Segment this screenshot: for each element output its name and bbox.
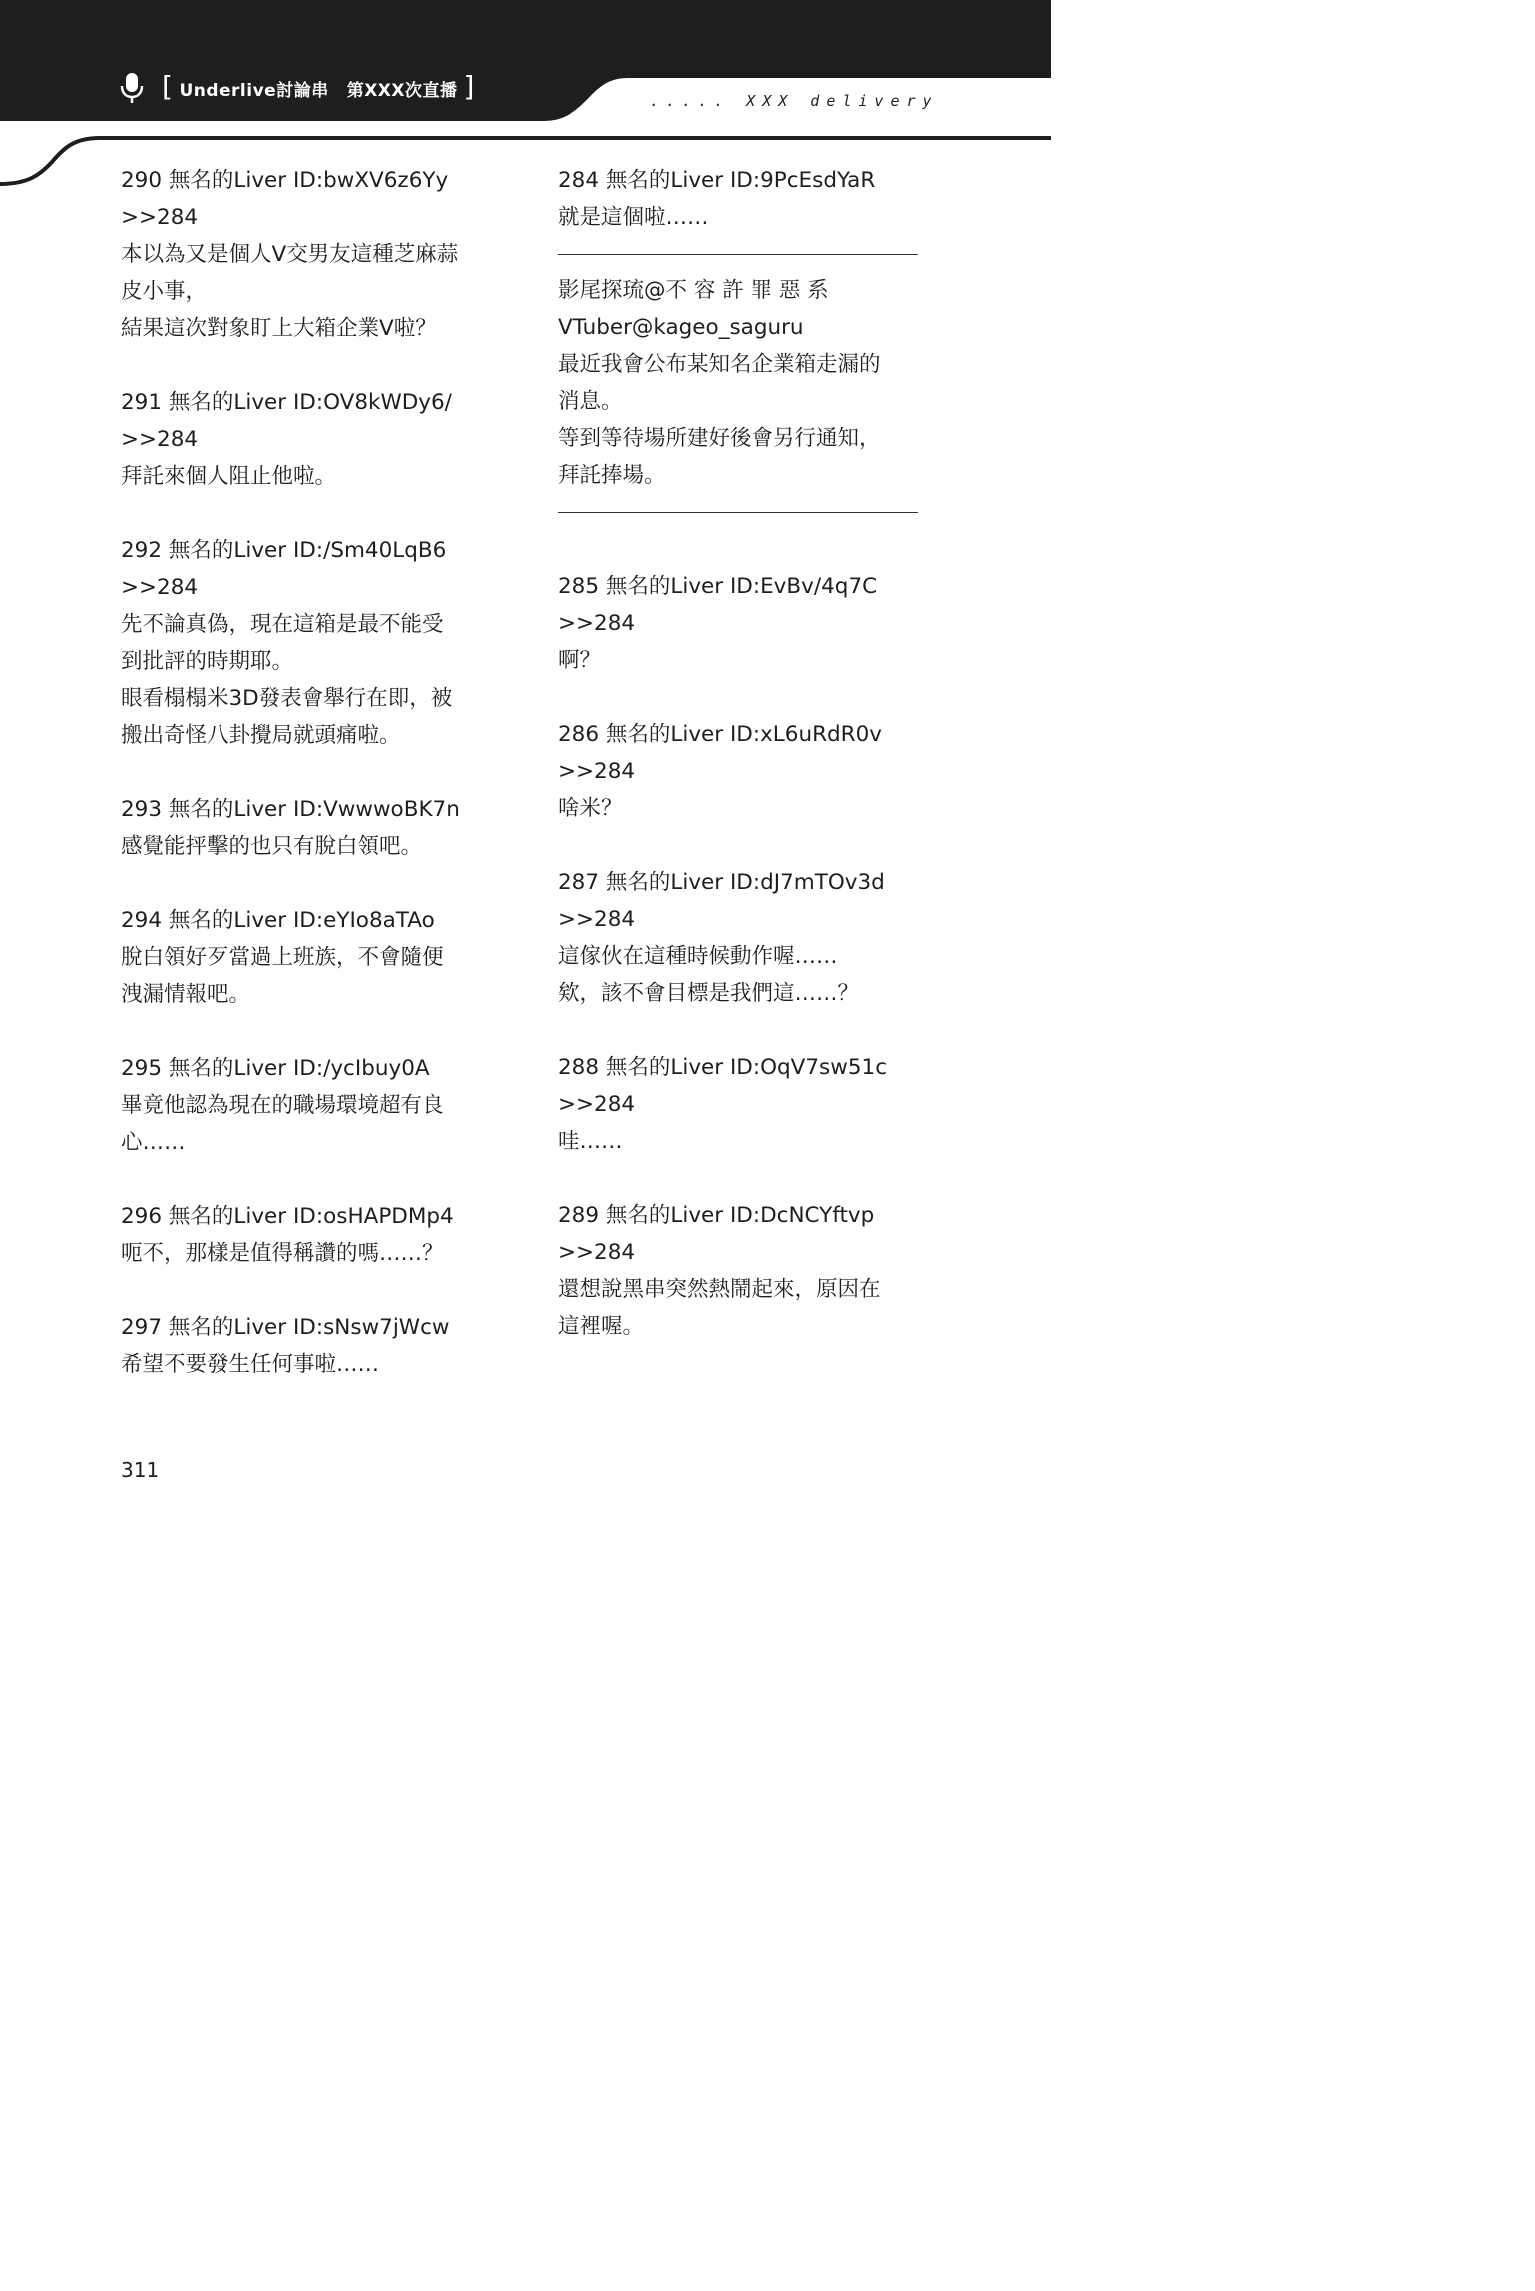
post-line: 到批評的時期耶。 bbox=[121, 649, 294, 674]
post-line: >>284 bbox=[121, 205, 199, 230]
post-line: >>284 bbox=[121, 427, 199, 452]
post-line: 還想說黑串突然熱鬧起來，原因在 bbox=[558, 1277, 881, 1302]
post-293 bbox=[121, 791, 496, 865]
post-288 bbox=[558, 1049, 933, 1160]
post-line: 啊？ bbox=[558, 648, 602, 673]
right-column bbox=[558, 162, 933, 1345]
left-column bbox=[121, 162, 496, 1383]
post-line: 欸，該不會目標是我們這……？ bbox=[558, 981, 860, 1006]
post-line: >>284 bbox=[558, 1240, 636, 1265]
post-line: 感覺能抨擊的也只有脫白領吧。 bbox=[121, 834, 423, 859]
post-header: 293 無名的Liver ID:VwwwoBK7n bbox=[121, 797, 460, 822]
post-292 bbox=[121, 532, 496, 754]
thread-title: Underlive討論串 bbox=[179, 80, 329, 101]
post-header: 290 無名的Liver ID:bwXV6z6Yy bbox=[121, 168, 449, 193]
post-line: 眼看榻榻米3D發表會舉行在即，被 bbox=[121, 686, 453, 711]
microphone-icon bbox=[118, 72, 146, 104]
stream-number: 第XXX次直播 bbox=[346, 80, 458, 101]
post-line: 這傢伙在這種時候動作喔…… bbox=[558, 944, 838, 969]
post-header: 291 無名的Liver ID:OV8kWDy6/ bbox=[121, 390, 452, 415]
post-289 bbox=[558, 1197, 933, 1345]
post-297 bbox=[121, 1309, 496, 1383]
post-header: 288 無名的Liver ID:OqV7sw51c bbox=[558, 1055, 888, 1080]
tweet-handle: VTuber@kageo_saguru bbox=[558, 315, 804, 340]
post-line: 這裡喔。 bbox=[558, 1314, 645, 1339]
post-line: 脫白領好歹當過上班族，不會隨便 bbox=[121, 945, 444, 970]
post-285 bbox=[558, 568, 933, 679]
post-284 bbox=[558, 162, 933, 236]
post-line: 心…… bbox=[121, 1130, 186, 1155]
tweet-line: 最近我會公布某知名企業箱走漏的 bbox=[558, 352, 881, 377]
header-title bbox=[118, 72, 481, 104]
post-290 bbox=[121, 162, 496, 347]
post-287 bbox=[558, 864, 933, 1012]
post-line: >>284 bbox=[558, 907, 636, 932]
post-line: 啥米？ bbox=[558, 796, 623, 821]
tweet-line: 消息。 bbox=[558, 389, 623, 414]
quoted-tweet bbox=[558, 254, 918, 513]
post-header: 295 無名的Liver ID:/ycIbuy0A bbox=[121, 1056, 430, 1081]
post-line: 搬出奇怪八卦攪局就頭痛啦。 bbox=[121, 723, 401, 748]
post-296 bbox=[121, 1198, 496, 1272]
post-header: 297 無名的Liver ID:sNsw7jWcw bbox=[121, 1315, 450, 1340]
open-bracket: [ bbox=[162, 70, 174, 103]
post-header: 289 無名的Liver ID:DcNCYftvp bbox=[558, 1203, 875, 1228]
tweet-line: 拜託捧場。 bbox=[558, 463, 666, 488]
post-line: 結果這次對象盯上大箱企業V啦？ bbox=[121, 316, 437, 341]
post-291 bbox=[121, 384, 496, 495]
post-line: >>284 bbox=[558, 1092, 636, 1117]
post-line: 呃不，那樣是值得稱讚的嗎……？ bbox=[121, 1241, 444, 1266]
header-subtitle: ..... XXX delivery bbox=[650, 92, 939, 110]
post-header: 294 無名的Liver ID:eYIo8aTAo bbox=[121, 908, 435, 933]
post-header: 287 無名的Liver ID:dJ7mTOv3d bbox=[558, 870, 885, 895]
post-line: >>284 bbox=[121, 575, 199, 600]
page-number: 311 bbox=[121, 1458, 160, 1482]
post-line: >>284 bbox=[558, 759, 636, 784]
post-header: 286 無名的Liver ID:xL6uRdR0v bbox=[558, 722, 883, 747]
post-295 bbox=[121, 1050, 496, 1161]
post-line: 本以為又是個人V交男友這種芝麻蒜 bbox=[121, 242, 459, 267]
post-header: 292 無名的Liver ID:/Sm40LqB6 bbox=[121, 538, 447, 563]
post-header: 296 無名的Liver ID:osHAPDMp4 bbox=[121, 1204, 454, 1229]
post-line: 洩漏情報吧。 bbox=[121, 982, 251, 1007]
post-line: 拜託來個人阻止他啦。 bbox=[121, 464, 337, 489]
post-286 bbox=[558, 716, 933, 827]
tweet-author: 影尾探琉@不 容 許 罪 惡 系 bbox=[558, 278, 829, 303]
post-line: 哇…… bbox=[558, 1129, 623, 1154]
post-line: 希望不要發生任何事啦…… bbox=[121, 1352, 380, 1377]
post-line: 先不論真偽，現在這箱是最不能受 bbox=[121, 612, 444, 637]
post-line: >>284 bbox=[558, 611, 636, 636]
post-line: 畢竟他認為現在的職場環境超有良 bbox=[121, 1093, 444, 1118]
post-294 bbox=[121, 902, 496, 1013]
post-header: 285 無名的Liver ID:EvBv/4q7C bbox=[558, 574, 878, 599]
tweet-line: 等到等待場所建好後會另行通知， bbox=[558, 426, 881, 451]
post-line: 就是這個啦…… bbox=[558, 205, 709, 230]
post-header: 284 無名的Liver ID:9PcEsdYaR bbox=[558, 168, 876, 193]
post-line: 皮小事， bbox=[121, 279, 208, 304]
close-bracket: ] bbox=[463, 70, 475, 103]
